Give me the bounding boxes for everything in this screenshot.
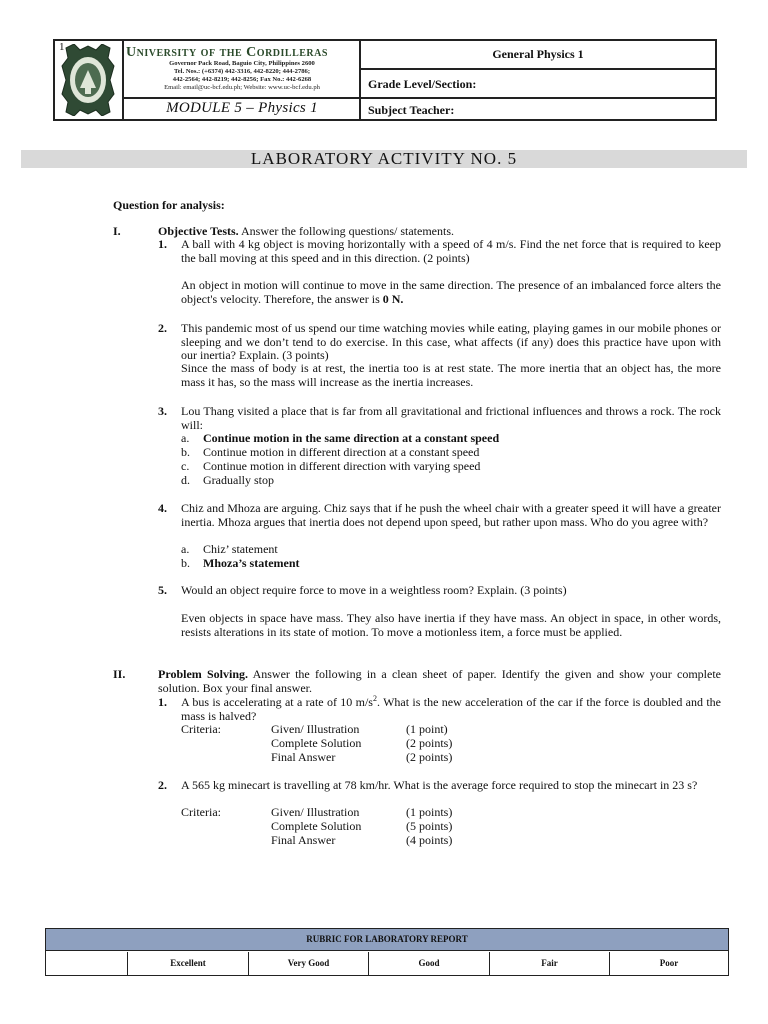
criteria-points: (4 points) bbox=[406, 833, 453, 847]
question-text: A 565 kg minecart is travelling at 78 km/hr. What is the average force required to stop the minecart in 23 s? bbox=[181, 778, 698, 792]
question-number: 5. bbox=[158, 583, 167, 597]
question-number: 1. bbox=[158, 695, 167, 709]
header-divider bbox=[122, 39, 124, 121]
option-text-selected: Mhoza’s statement bbox=[203, 556, 300, 570]
criteria-label: Criteria: bbox=[181, 805, 221, 819]
option-letter: b. bbox=[181, 556, 190, 570]
question-number: 1. bbox=[158, 237, 167, 251]
section-heading: Objective Tests. Answer the following questions/ statements. bbox=[158, 224, 454, 238]
question-text: Would an object require force to move in a weightless room? Explain. (3 points) bbox=[181, 583, 567, 597]
header-divider bbox=[359, 68, 717, 70]
option-letter: b. bbox=[181, 445, 190, 459]
page-title: LABORATORY ACTIVITY NO. 5 bbox=[250, 149, 518, 168]
option-text: Continue motion in different direction with varying speed bbox=[203, 459, 481, 473]
header-divider bbox=[359, 97, 717, 99]
university-seal-logo bbox=[60, 44, 116, 116]
criteria-name: Final Answer bbox=[271, 750, 336, 764]
criteria-label: Criteria: bbox=[181, 722, 221, 736]
option-text: Gradually stop bbox=[203, 473, 274, 487]
option-letter: a. bbox=[181, 431, 190, 445]
rubric-column-header: Fair bbox=[489, 952, 609, 975]
option-text: Continue motion in different direction at a constant speed bbox=[203, 445, 480, 459]
criteria-name: Complete Solution bbox=[271, 819, 362, 833]
option-text: Chiz’ statement bbox=[203, 542, 278, 556]
question-text: Chiz and Mhoza are arguing. Chiz says that if he push the wheel chair with a greater speed it will have a greater inertia. Mhoza argues that inertia does not depend upon speed, but rather upon mass. Who do you agree with? bbox=[181, 501, 721, 529]
option-text-selected: Continue motion in the same direction at a constant speed bbox=[203, 431, 500, 445]
section-numeral: II. bbox=[113, 667, 126, 681]
rubric-column-header: Excellent bbox=[127, 952, 248, 975]
criteria-points: (2 points) bbox=[406, 736, 453, 750]
rubric-column-header: Very Good bbox=[248, 952, 368, 975]
grade-level-field: Grade Level/Section: bbox=[368, 77, 477, 91]
option-letter: a. bbox=[181, 542, 190, 556]
option-letter: d. bbox=[181, 473, 190, 487]
subject-name: General Physics 1 bbox=[492, 47, 584, 61]
rubric-title: RUBRIC FOR LABORATORY REPORT bbox=[306, 934, 468, 944]
page-number: 1 bbox=[59, 41, 65, 53]
rubric-column-header: Poor bbox=[609, 952, 728, 975]
subject-teacher-field: Subject Teacher: bbox=[368, 103, 455, 117]
question-number: 2. bbox=[158, 778, 167, 792]
question-text: A ball with 4 kg object is moving horizontally with a speed of 4 m/s. Find the net force that is required to keep the ball moving at this speed and in this direction. (2 points) bbox=[181, 237, 721, 265]
university-name: University of the Cordilleras bbox=[126, 45, 328, 60]
criteria-name: Given/ Illustration bbox=[271, 722, 360, 736]
criteria-points: (1 point) bbox=[406, 722, 448, 736]
rubric-column-header: Good bbox=[368, 952, 489, 975]
section-heading: Problem Solving. Answer the following in a clean sheet of paper. Identify the given and show your complete solution. Box your final answer. bbox=[158, 667, 721, 695]
question-text: A bus is accelerating at a rate of 10 $m/s^2$. What is the new acceleration of the car if the force is doubled and the mass is halved? bbox=[181, 694, 721, 723]
criteria-name: Given/ Illustration bbox=[271, 805, 360, 819]
option-letter: c. bbox=[181, 459, 190, 473]
criteria-points: (1 points) bbox=[406, 805, 453, 819]
question-number: 4. bbox=[158, 501, 167, 515]
criteria-points: (5 points) bbox=[406, 819, 453, 833]
section-numeral: I. bbox=[113, 224, 121, 238]
answer-text: Even objects in space have mass. They also have inertia if they have mass. An object in space, in other words, resists alterations in its state of motion. To move a motionless item, a force must be applied. bbox=[181, 611, 721, 639]
question-text: Lou Thang visited a place that is far from all gravitational and frictional influences and throws a rock. The rock will: bbox=[181, 404, 721, 432]
header-divider bbox=[122, 97, 359, 99]
rubric-column-header bbox=[46, 952, 127, 975]
module-label: MODULE 5 – Physics 1 bbox=[166, 100, 318, 116]
answer-text: An object in motion will continue to move in the same direction. The presence of an imbalanced force alters the object's velocity. Therefore, the answer is 0 N. bbox=[181, 278, 721, 306]
question-number: 2. bbox=[158, 321, 167, 335]
criteria-points: (2 points) bbox=[406, 750, 453, 764]
question-heading: Question for analysis: bbox=[113, 198, 225, 212]
university-address: Governor Pack Road, Baguio City, Philippines 2600 Tel. Nos.: (+6374) 442-3316, 442-8220; 444-2786; 442-2564; 442-8219; 442-8256; Fax No.: 442-6268 Email: email@uc-bcf.edu.ph; Website: www.uc-bcf.edu.ph bbox=[164, 60, 320, 91]
question-text: This pandemic most of us spend our time watching movies while eating, playing games in our mobile phones or sleeping and we don’t tend to do exercise. In this case, what affects (if any) does this practice have upon with our inertia? Explain. (3 points) bbox=[181, 321, 721, 362]
answer-text: Since the mass of body is at rest, the inertia too is at rest state. The more inertia that an object has, the more mass it has, so the mass will increase as the inertia increases. bbox=[181, 361, 721, 389]
question-number: 3. bbox=[158, 404, 167, 418]
criteria-name: Final Answer bbox=[271, 833, 336, 847]
criteria-name: Complete Solution bbox=[271, 736, 362, 750]
